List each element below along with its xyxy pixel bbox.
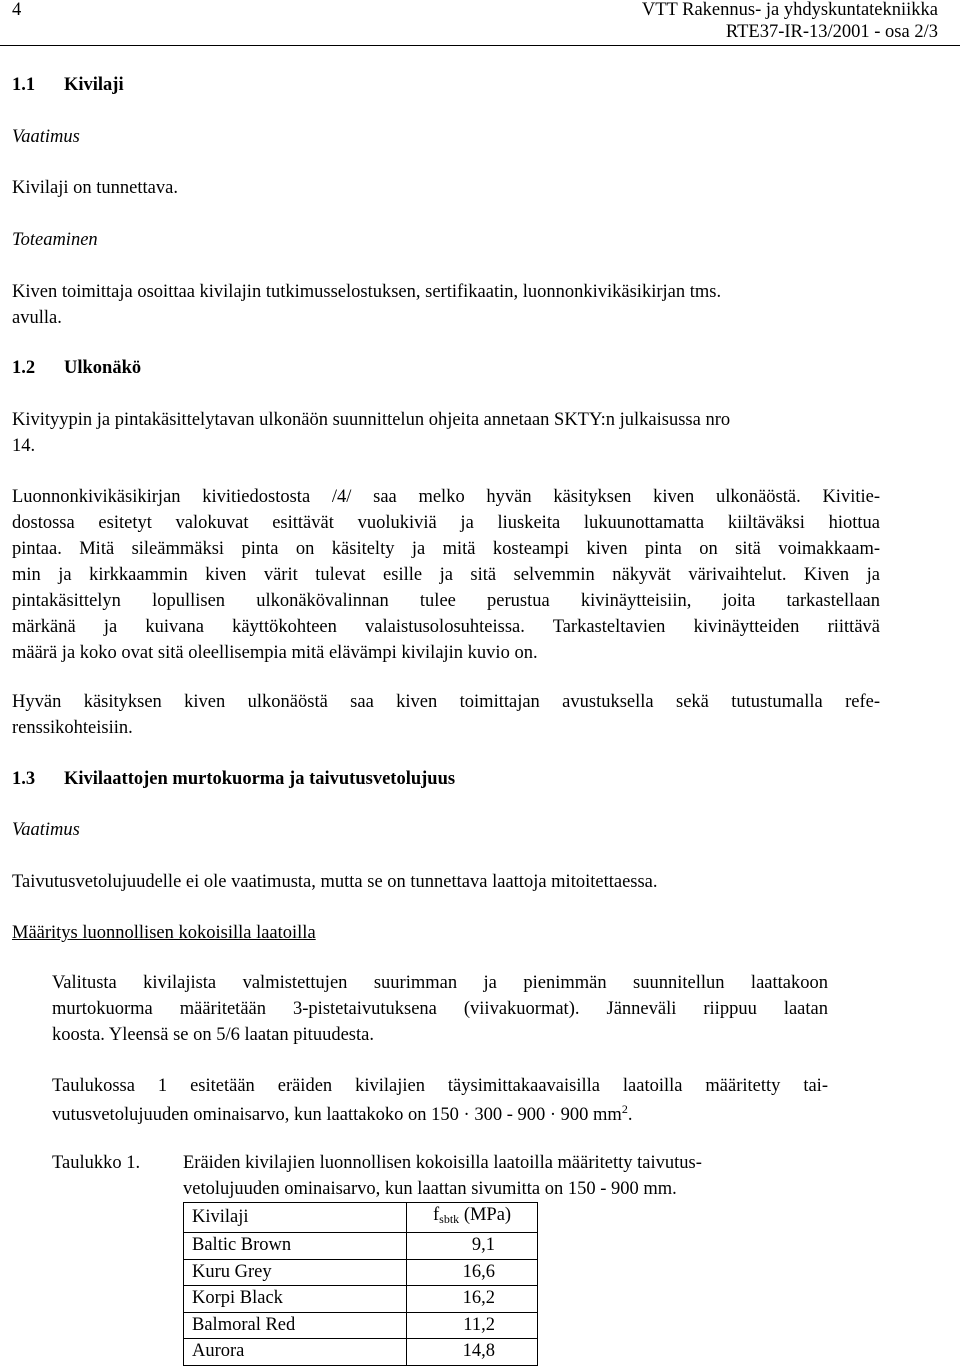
s12-p2-line: pintaa. Mitä sileämmäksi pinta on käsitelty ja mitä kosteampi kiven pinta on sitä voimakkaam- [12,539,880,559]
header-organization: VTT Rakennus- ja yhdyskuntatekniikka [641,0,938,20]
strength-table [183,1202,538,1366]
table-caption-line-2: vetolujuuden ominaisarvo, kun laattan sivumitta on 150 - 900 mm. [183,1179,677,1199]
col-header-stone: Kivilaji [184,1203,407,1233]
s13-requirement-label: Vaatimus [12,820,80,840]
s13-p2-line-2: vutusvetolujuuden ominaisarvo, kun laattakoko on 150 · 300 - 900 · 900 $mm^2$. [52,1102,633,1125]
table-row [184,1339,538,1366]
col-header-strength: $f_{sbtk}$ (MPa) [407,1203,538,1233]
strength-value: 16,6 [407,1259,538,1286]
s12-p2-line: määrä ja koko ovat sitä oleellisempia mitä elävämpi kivilajin kuvio on. [12,643,538,663]
s13-p1-line: murtokuorma määritetään 3-pistetaivutuksena (viivakuormat). Jänneväli riippuu laatan [52,999,828,1019]
s12-p3-line-1: Hyvän käsityksen kiven ulkonäöstä saa kiven toimittajan avustuksella sekä tutustumalla refe- [12,692,880,712]
section-1-3-heading: 1.3 Kivilaattojen murtokuorma ja taivutusvetolujuus [12,769,456,789]
s12-p2-line: pintakäsittelyn lopullisen ulkonäkövalinnan tulee perustua kivinäytteisiin, joita tarkastellaan [12,591,880,611]
table-row [184,1259,538,1286]
s11-implementation-line-1: Kiven toimittaja osoittaa kivilajin tutkimusselostuksen, sertifikaatin, luonnonkivikäsikirjan tms. [12,282,722,302]
section-1-1-heading: 1.1 Kivilaji [12,75,124,95]
stone-name: Aurora [184,1339,407,1366]
strength-value: 14,8 [407,1339,538,1366]
s12-p1-line-2: 14. [12,436,36,456]
s13-p1-line: koosta. Yleensä se on 5/6 laatan pituudesta. [52,1025,374,1045]
stone-name: Balmoral Red [184,1312,407,1339]
table-row [184,1286,538,1313]
s11-implementation-label: Toteaminen [12,230,98,250]
s12-p2-line: märkänä ja kuivana käyttökohteen valaistusolosuhteissa. Tarkasteltavien kivinäytteiden riittävä [12,617,880,637]
header-report-id: RTE37-IR-13/2001 - osa 2/3 [725,22,938,42]
s12-p2-line: dostossa esitetyt valokuvat esittävät vuolukiviä ja liuskeita lukuunottamatta kiiltäväksi hiottua [12,513,880,533]
table-caption-line-1: Eräiden kivilajien luonnollisen kokoisilla laatoilla määritetty taivutus- [183,1153,702,1173]
s13-requirement-text: Taivutusvetolujuudelle ei ole vaatimusta, mutta se on tunnettava laattoja mitoitettaessa. [12,872,658,892]
stone-name: Kuru Grey [184,1259,407,1286]
stone-name: Korpi Black [184,1286,407,1313]
strength-value: 9,1 [407,1233,538,1260]
s12-p2-line: Luonnonkivikäsikirjan kivitiedostosta /4/ saa melko hyvän käsityksen kiven ulkonäöstä. Kivitie- [12,487,880,507]
s12-p1-line-1: Kivityypin ja pintakäsittelytavan ulkonäön suunnittelun ohjeita annetaan SKTY:n julkaisussa nro [12,410,731,430]
s13-p1-line: Valitusta kivilajista valmistettujen suurimman ja pienimmän suunnitellun laattakoon [52,973,828,993]
stone-name: Baltic Brown [184,1233,407,1260]
table-row [184,1312,538,1339]
header-rule [0,45,960,46]
s12-p3-line-2: renssikohteisiin. [12,718,133,738]
section-1-2-heading: 1.2 Ulkonäkö [12,358,142,378]
table-row [184,1233,538,1260]
page-number: 4 [12,0,22,20]
s11-requirement-label: Vaatimus [12,127,80,147]
strength-value: 16,2 [407,1286,538,1313]
table-label: Taulukko 1. [52,1153,141,1173]
strength-value: 11,2 [407,1312,538,1339]
table-header-row [184,1203,538,1233]
s12-p2-line: min ja kirkkaammin kiven värit tulevat esille ja sitä selvemmin näkyvät värivaihtelut. Kiven ja [12,565,880,585]
s13-method-heading: Määritys luonnollisen kokoisilla laatoilla [12,923,316,943]
s11-requirement-text: Kivilaji on tunnettava. [12,178,178,198]
s13-p2-line-1: Taulukossa 1 esitetään eräiden kivilajien täysimittakaavaisilla laatoilla määritetty tai- [52,1076,828,1096]
s11-implementation-line-2: avulla. [12,308,62,328]
